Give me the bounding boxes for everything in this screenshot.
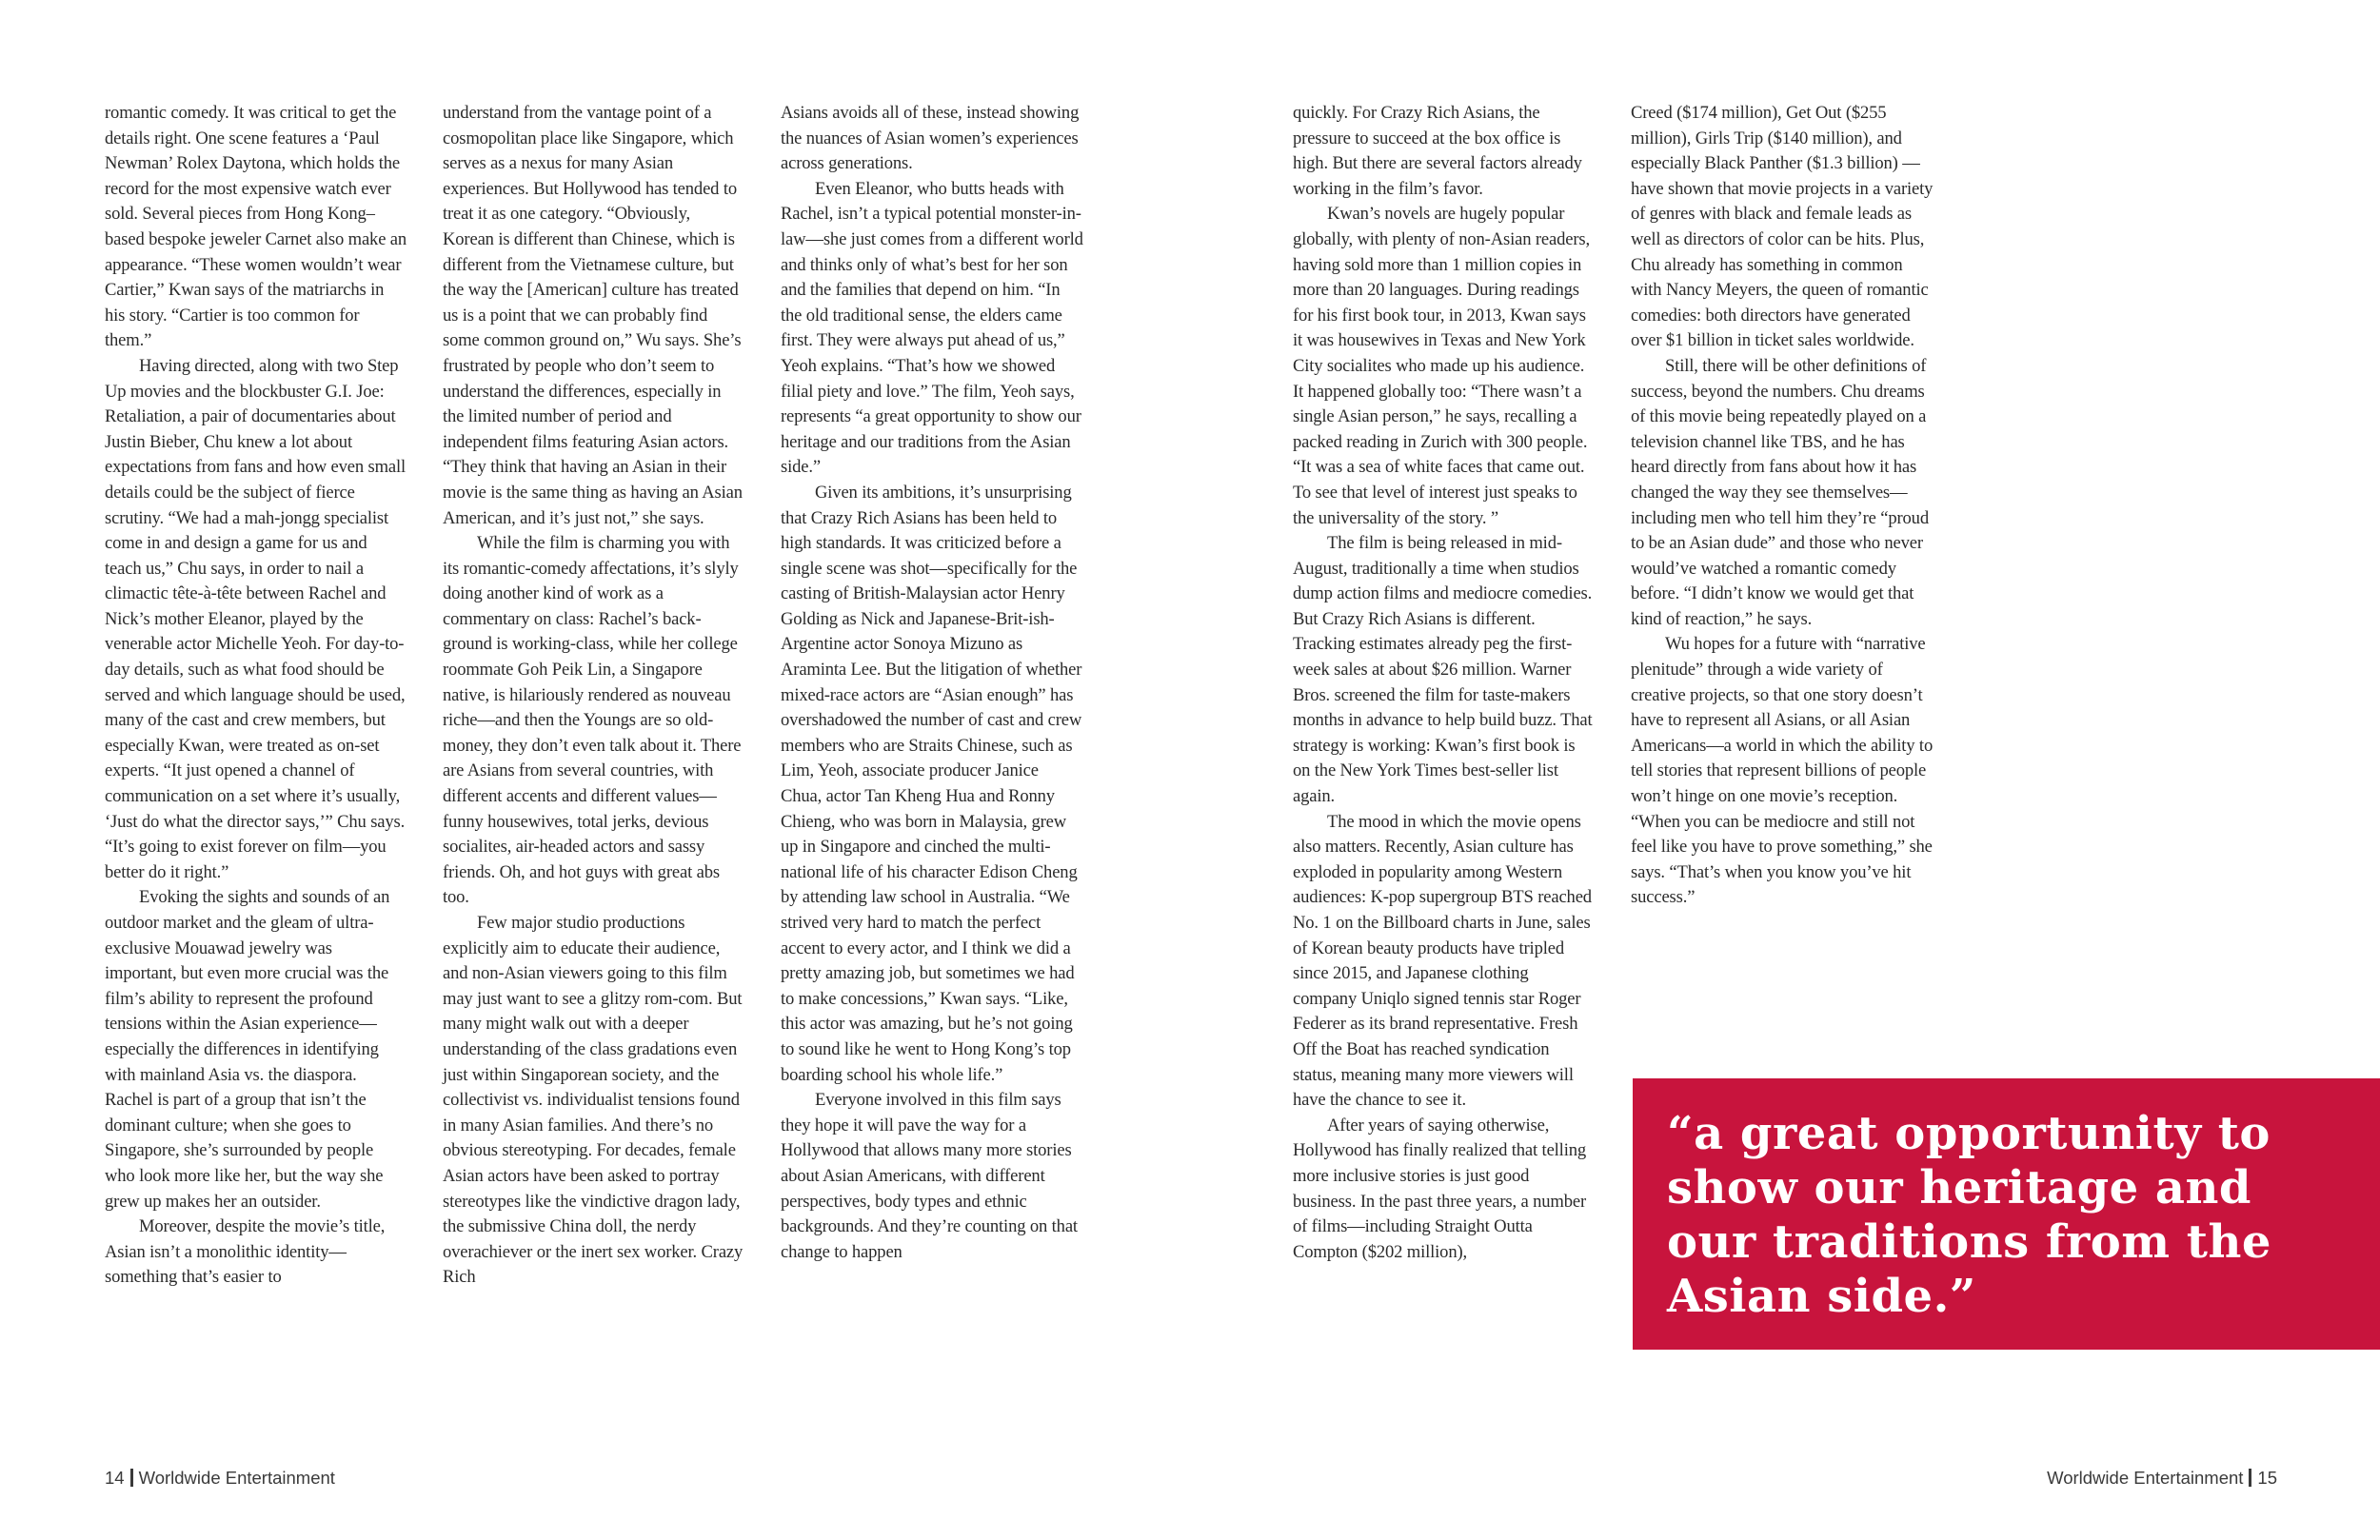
pull-quote-box bbox=[1633, 1078, 2380, 1350]
article-column-2 bbox=[443, 101, 745, 1291]
article-column-5 bbox=[1631, 101, 1934, 911]
article-column-3 bbox=[781, 101, 1083, 1265]
paragraph: Kwan’s novels are hugely popular globally, with plenty of non-Asian readers, having sold more than 1 million copies in more than 20 languages. During readings for his first book tour, in 2013, Kwan says it was housewives in Texas and New York City socialites who made up his audience. It happened globally too: “There wasn’t a single Asian person,” he says, recalling a packed reading in Zurich with 300 people. “It was a sea of white faces that came out. To see that level of interest just speaks to the universality of the story. ” bbox=[1293, 204, 1590, 528]
paragraph: Even Eleanor, who butts heads with Rachel, isn’t a typical potential monster-in-law—she just comes from a different world and thinks only of what’s best for her son and the families that depend on him. “In the old traditional sense, the elders came first. They were always put ahead of us,” Yeoh explains. “That’s how we showed filial piety and love.” The film, Yeoh says, represents “a great opportunity to show our heritage and our traditions from the Asian side.” bbox=[781, 178, 1083, 478]
paragraph: Creed ($174 million), Get Out ($255 million), Girls Trip ($140 million), and especially Black Panther ($1.3 billion) —have shown that movie projects in a variety of genres with black and female leads as well as directors of color can be hits. Plus, Chu already has something in common with Nancy Meyers, the queen of romantic comedies: both directors have generated over $1 billion in ticket sales worldwide. bbox=[1631, 103, 1934, 351]
paragraph: Evoking the sights and sounds of an outdoor market and the gleam of ultra-exclusive Mouawad jewelry was important, but even more crucial was the film’s ability to represent the profound tensions within the Asian experience—especially the differences in identifying with mainland Asia vs. the diaspora. Rachel is part of a group that isn’t the dominant culture; when she goes to Singapore, she’s surrounded by people who look more like her, but the way she grew up makes her an outsider. bbox=[105, 887, 390, 1212]
right-page bbox=[1190, 0, 2380, 1540]
footer-divider bbox=[2249, 1469, 2251, 1487]
paragraph: Moreover, despite the movie’s title, Asian isn’t a monolithic identity—something that’s easier to bbox=[105, 1216, 386, 1288]
paragraph: understand from the vantage point of a cosmopolitan place like Singapore, which serves as a nexus for many Asian experiences. But Hollywood has tended to treat it as one category. “Obviously, Korean is different than Chinese, which is different from the Vietnamese culture, but the way the [American] culture has treated us is a point that we can probably find some common ground on,” Wu says. She’s frustrated by people who don’t seem to understand the differences, especially in the limited number of period and independent films featuring Asian actors. “They think that having an Asian in their movie is the same thing as having an Asian American, and it’s just not,” she says. bbox=[443, 103, 743, 528]
footer-divider bbox=[130, 1469, 133, 1487]
pull-quote-text: “a great opportunity to show our heritage and our traditions from the Asian side.” bbox=[1667, 1107, 2271, 1323]
paragraph: Still, there will be other definitions of success, beyond the numbers. Chu dreams of this movie being repeatedly played on a television channel like TBS, and he has heard directly from fans about how it has changed the way they see themselves—including men who tell him they’re “proud to be an Asian dude” and those who never would’ve watched a romantic comedy before. “I didn’t know we would get that kind of reaction,” he says. bbox=[1631, 355, 1929, 629]
page-number: 14 bbox=[105, 1468, 125, 1488]
article-column-4 bbox=[1293, 101, 1596, 1265]
paragraph: After years of saying otherwise, Hollywood has finally realized that telling more inclusive stories is just good business. In the past three years, a number of films—including Straight Outta Compton ($202 million), bbox=[1293, 1115, 1587, 1262]
page-number: 15 bbox=[2257, 1468, 2277, 1488]
paragraph: Having directed, along with two Step Up movies and the blockbuster G.I. Joe: Retaliation, a pair of documentaries about Justin Bieber, Chu knew a lot about expectations from fans and how even small details could be the subject of fierce scrutiny. “We had a mah-jongg specialist come in and design a game for us and teach us,” Chu says, in order to nail a climactic tête-à-tête between Rachel and Nick’s mother Eleanor, played by the venerable actor Michelle Yeoh. For day-to-day details, such as what food should be served and which language should be used, many of the cast and crew members, but especially Kwan, were treated as on-set experts. “It just opened a channel of communication on a set where it’s usually, ‘Just do what the director says,’” Chu says. “It’s going to exist forever on film—you better do it right.” bbox=[105, 355, 407, 882]
paragraph: romantic comedy. It was critical to get the details right. One scene features a ‘Paul Newman’ Rolex Daytona, which holds the record for the most expensive watch ever sold. Several pieces from Hong Kong–based bespoke jeweler Carnet also make an appearance. “These women wouldn’t wear Cartier,” Kwan says of the matriarchs in his story. “Cartier is too common for them.” bbox=[105, 103, 407, 351]
publication-name: Worldwide Entertainment bbox=[2047, 1468, 2244, 1488]
paragraph: Wu hopes for a future with “narrative plenitude” through a wide variety of creative projects, so that one story doesn’t have to represent all Asians, or all Asian Americans—a world in which the ability to tell stories that represent billions of people won’t hinge on one movie’s reception. “When you can be mediocre and still not feel like you have to prove something,” she says. “That’s when you know you’ve hit success.” bbox=[1631, 634, 1934, 908]
paragraph: Few major studio productions explicitly aim to educate their audience, and non-Asian viewers going to this film may just want to see a glitzy rom-com. But many might walk out with a deeper understanding of the class gradations even just within Singaporean society, and the collectivist vs. individualist tensions found in many Asian families. And there’s no obvious stereotyping. For decades, female Asian actors have been asked to portray stereotypes like the vindictive dragon lady, the submissive China doll, the nerdy overachiever or the inert sex worker. Crazy Rich bbox=[443, 913, 744, 1288]
page-footer-right bbox=[2047, 1468, 2277, 1489]
publication-name: Worldwide Entertainment bbox=[138, 1468, 335, 1488]
paragraph: While the film is charming you with its romantic-comedy affectations, it’s slyly doing another kind of work as a commentary on class: Rachel’s back-ground is working-class, while her college roommate Goh Peik Lin, a Singapore native, is hilariously rendered as nouveau riche—and then the Youngs are so old-money, they don’t even talk about it. There are Asians from several countries, with different accents and different values—funny housewives, total jerks, devious socialites, air-headed actors and sassy friends. Oh, and hot guys with great abs too. bbox=[443, 533, 742, 908]
paragraph: Given its ambitions, it’s unsurprising that Crazy Rich Asians has been held to high standards. It was criticized before a single scene was shot—specifically for the casting of British-Malaysian actor Henry Golding as Nick and Japanese-Brit-ish-Argentine actor Sonoya Mizuno as Araminta Lee. But the litigation of whether mixed-race actors are “Asian enough” has overshadowed the number of cast and crew members who are Straits Chinese, such as Lim, Yeoh, associate producer Janice Chua, actor Tan Kheng Hua and Ronny Chieng, who was born in Malaysia, grew up in Singapore and cinched the multi-national life of his character Edison Cheng by attending law school in Australia. “We strived very hard to match the perfect accent to every actor, and I think we did a pretty amazing job, but sometimes we had to make concessions,” Kwan says. “Like, this actor was amazing, but he’s not going to sound like he went to Hong Kong’s top boarding school his whole life.” bbox=[781, 482, 1082, 1085]
paragraph: Asians avoids all of these, instead showing the nuances of Asian women’s experiences across generations. bbox=[781, 103, 1080, 174]
paragraph: The film is being released in mid-August, traditionally a time when studios dump action films and mediocre comedies. But Crazy Rich Asians is different. Tracking estimates already peg the first-week sales at about $26 million. Warner Bros. screened the film for taste-makers months in advance to help build buzz. That strategy is working: Kwan’s first book is on the New York Times best-seller list again. bbox=[1293, 533, 1593, 807]
article-column-1 bbox=[105, 101, 407, 1291]
paragraph: Everyone involved in this film says they hope it will pave the way for a Hollywood that allows many more stories about Asian Americans, with different perspectives, body types and ethnic backgrounds. And they’re counting on that change to happen bbox=[781, 1090, 1078, 1262]
paragraph: quickly. For Crazy Rich Asians, the pressure to succeed at the box office is high. But there are several factors already working in the film’s favor. bbox=[1293, 103, 1582, 199]
paragraph: The mood in which the movie opens also matters. Recently, Asian culture has exploded in popularity among Western audiences: K-pop supergroup BTS reached No. 1 on the Billboard charts in June, sales of Korean beauty products have tripled since 2015, and Japanese clothing company Uniqlo signed tennis star Roger Federer as its brand representative. Fresh Off the Boat has reached syndication status, meaning many more viewers will have the chance to see it. bbox=[1293, 811, 1592, 1111]
page-footer-left bbox=[105, 1468, 335, 1489]
